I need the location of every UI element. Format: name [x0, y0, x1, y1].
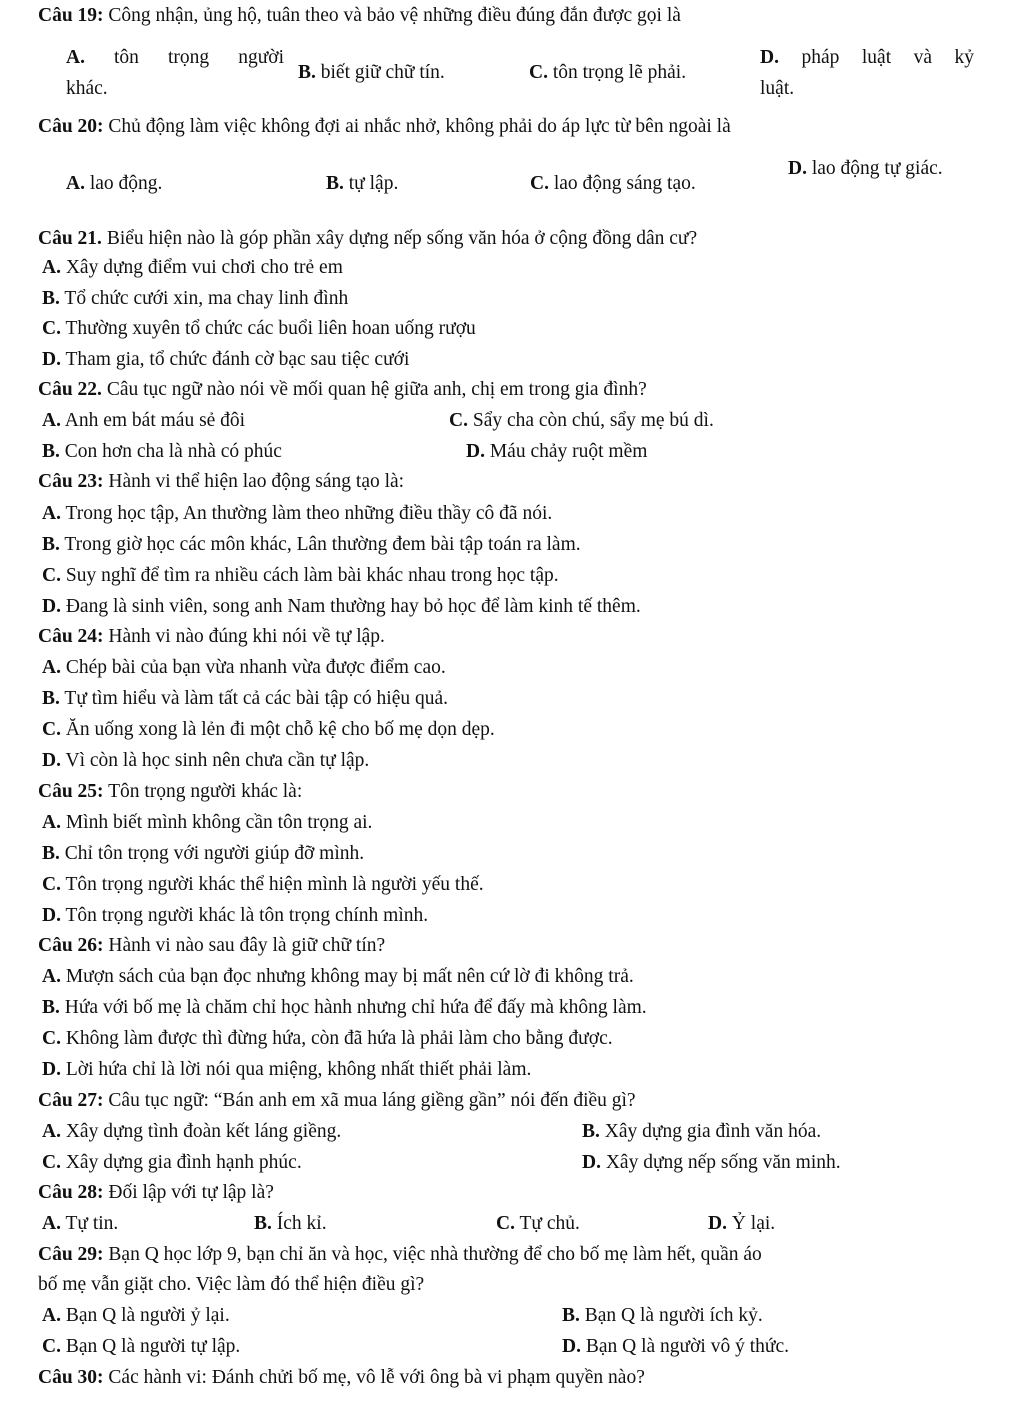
option-24-a: A. Chép bài của bạn vừa nhanh vừa được điểm cao.	[42, 657, 446, 678]
question-label: Câu 19:	[38, 5, 104, 26]
option-21-c: C. Thường xuyên tổ chức các buổi liên hoan uống rượu	[42, 318, 476, 339]
question-23-stem: Câu 23: Hành vi thể hiện lao động sáng tạo là:	[38, 471, 405, 492]
option-20-a: A. lao động.	[66, 173, 163, 194]
question-27-stem: Câu 27: Câu tục ngữ: “Bán anh em xã mua láng giềng gần” nói đến điều gì?	[38, 1090, 636, 1111]
question-19-stem: Câu 19: Công nhận, ủng hộ, tuân theo và bảo vệ những điều đúng đắn được gọi là	[38, 5, 681, 26]
option-23-c: C. Suy nghĩ để tìm ra nhiều cách làm bài khác nhau trong học tập.	[42, 565, 559, 586]
option-26-b: B. Hứa với bố mẹ là chăm chỉ học hành nhưng chỉ hứa để đấy mà không làm.	[42, 997, 647, 1018]
option-19-d-line2: luật.	[760, 78, 795, 99]
option-25-d: D. Tôn trọng người khác là tôn trọng chính mình.	[42, 905, 429, 926]
option-19-d-line1: D. pháp luật và kỷ	[760, 47, 974, 68]
option-29-a: A. Bạn Q là người ỷ lại.	[42, 1305, 230, 1326]
option-22-d: D. Máu chảy ruột mềm	[466, 441, 648, 462]
option-29-b: B. Bạn Q là người ích kỷ.	[562, 1305, 763, 1326]
option-22-c: C. Sẩy cha còn chú, sẩy mẹ bú dì.	[449, 410, 714, 431]
option-27-b: B. Xây dựng gia đình văn hóa.	[582, 1121, 822, 1142]
question-24-stem: Câu 24: Hành vi nào đúng khi nói về tự lập.	[38, 626, 385, 647]
option-25-c: C. Tôn trọng người khác thể hiện mình là người yếu thế.	[42, 874, 484, 895]
option-28-b: B. Ích kỉ.	[254, 1213, 327, 1234]
option-24-d: D. Vì còn là học sinh nên chưa cần tự lập.	[42, 750, 370, 771]
option-26-a: A. Mượn sách của bạn đọc nhưng không may bị mất nên cứ lờ đi không trả.	[42, 966, 634, 987]
question-25-stem: Câu 25: Tôn trọng người khác là:	[38, 781, 303, 802]
option-23-d: D. Đang là sinh viên, song anh Nam thường hay bỏ học để làm kinh tế thêm.	[42, 596, 641, 617]
option-24-b: B. Tự tìm hiểu và làm tất cả các bài tập có hiệu quả.	[42, 688, 449, 709]
option-28-c: C. Tự chủ.	[496, 1213, 580, 1234]
option-19-b: B. biết giữ chữ tín.	[298, 62, 445, 83]
option-21-d: D. Tham gia, tổ chức đánh cờ bạc sau tiệc cưới	[42, 349, 410, 370]
question-22-stem: Câu 22. Câu tục ngữ nào nói về mối quan hệ giữa anh, chị em trong gia đình?	[38, 379, 647, 400]
question-28-stem: Câu 28: Đối lập với tự lập là?	[38, 1182, 274, 1203]
question-20-stem: Câu 20: Chủ động làm việc không đợi ai nhắc nhở, không phải do áp lực từ bên ngoài là	[38, 116, 731, 137]
option-20-d: D. lao động tự giác.	[788, 158, 943, 179]
option-24-c: C. Ăn uống xong là lẻn đi một chỗ kệ cho bố mẹ dọn dẹp.	[42, 719, 495, 740]
option-22-a: A. Anh em bát máu sẻ đôi	[42, 410, 246, 431]
option-19-a-line2: khác.	[66, 78, 108, 99]
option-25-a: A. Mình biết mình không cần tôn trọng ai.	[42, 812, 373, 833]
option-29-c: C. Bạn Q là người tự lập.	[42, 1336, 241, 1357]
option-25-b: B. Chỉ tôn trọng với người giúp đỡ mình.	[42, 843, 365, 864]
option-21-a: A. Xây dựng điểm vui chơi cho trẻ em	[42, 257, 343, 278]
option-20-c: C. lao động sáng tạo.	[530, 173, 696, 194]
option-29-d: D. Bạn Q là người vô ý thức.	[562, 1336, 789, 1357]
option-19-c: C. tôn trọng lẽ phải.	[529, 62, 687, 83]
option-21-b: B. Tổ chức cưới xin, ma chay linh đình	[42, 288, 349, 309]
option-26-d: D. Lời hứa chỉ là lời nói qua miệng, không nhất thiết phải làm.	[42, 1059, 532, 1080]
option-27-c: C. Xây dựng gia đình hạnh phúc.	[42, 1152, 302, 1173]
question-29-stem-line2: bố mẹ vẫn giặt cho. Việc làm đó thể hiện điều gì?	[38, 1274, 425, 1295]
question-30-stem: Câu 30: Các hành vi: Đánh chửi bố mẹ, vô lễ với ông bà vi phạm quyền nào?	[38, 1367, 645, 1388]
option-19-a-line1: A. tôn trọng người	[66, 47, 284, 68]
question-21-stem: Câu 21. Biểu hiện nào là góp phần xây dựng nếp sống văn hóa ở cộng đồng dân cư?	[38, 228, 698, 249]
option-27-a: A. Xây dựng tình đoàn kết láng giềng.	[42, 1121, 342, 1142]
question-26-stem: Câu 26: Hành vi nào sau đây là giữ chữ tín?	[38, 935, 386, 956]
option-26-c: C. Không làm được thì đừng hứa, còn đã hứa là phải làm cho bằng được.	[42, 1028, 613, 1049]
option-20-b: B. tự lập.	[326, 173, 399, 194]
option-28-a: A. Tự tin.	[42, 1213, 119, 1234]
option-23-a: A. Trong học tập, An thường làm theo những điều thầy cô đã nói.	[42, 503, 553, 524]
option-27-d: D. Xây dựng nếp sống văn minh.	[582, 1152, 841, 1173]
option-28-d: D. Ỷ lại.	[708, 1213, 776, 1234]
option-23-b: B. Trong giờ học các môn khác, Lân thường đem bài tập toán ra làm.	[42, 534, 581, 555]
question-29-stem-line1: Câu 29: Bạn Q học lớp 9, bạn chỉ ăn và học, việc nhà thường để cho bố mẹ làm hết, quần áo	[38, 1244, 762, 1265]
option-22-b: B. Con hơn cha là nhà có phúc	[42, 441, 282, 462]
